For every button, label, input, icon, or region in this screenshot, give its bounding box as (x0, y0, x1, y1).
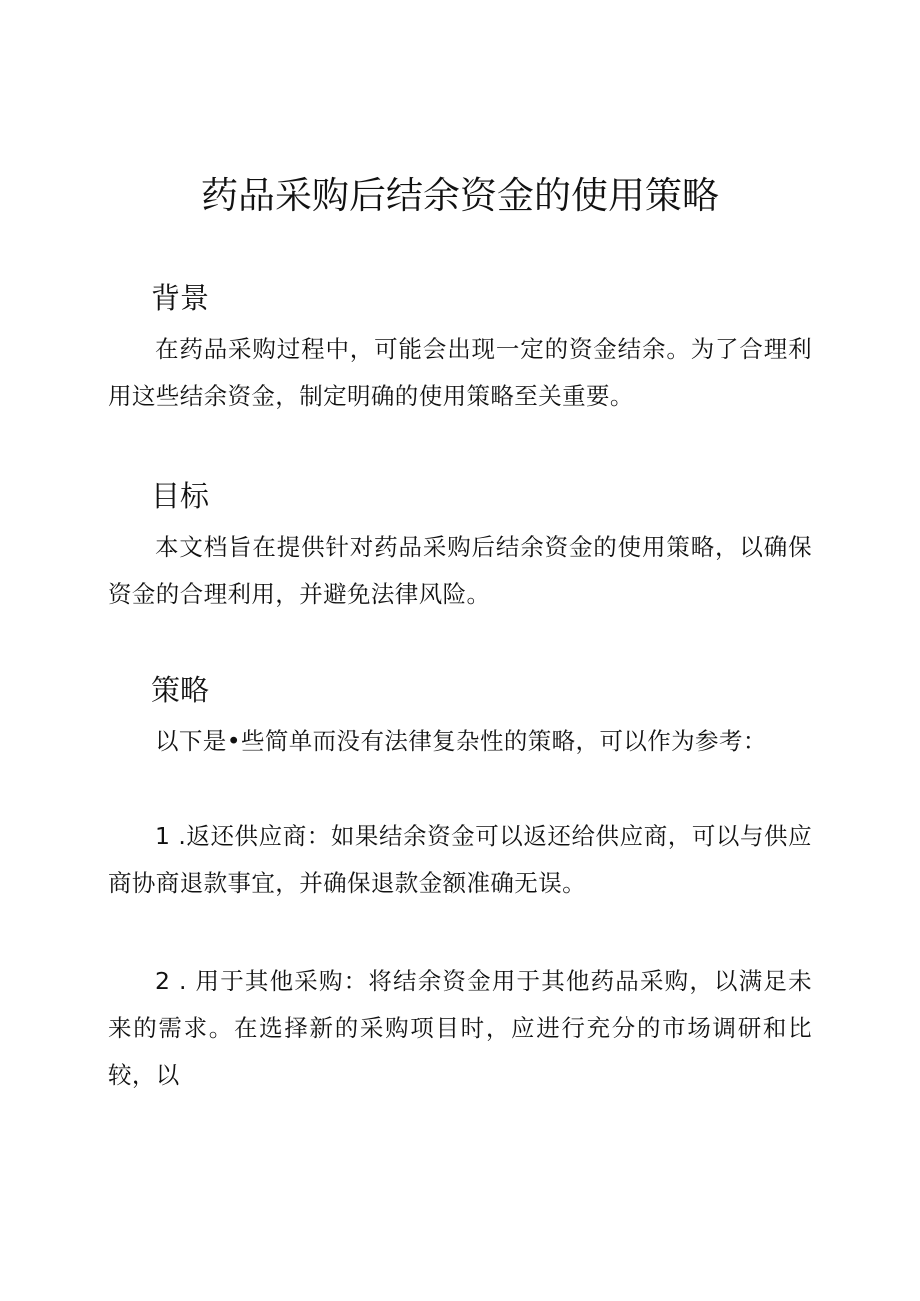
section-paragraph-background: 在药品采购过程中，可能会出现一定的资金结余。为了合理利用这些结余资金，制定明确的使用策略至关重要。 (108, 335, 812, 410)
strategy-item-2: 2 . 用于其他采购：将结余资金用于其他药品采购，以满足未来的需求。在选择新的采购项目时，应进行充分的市场调研和比较，以 (108, 967, 812, 1089)
section-paragraph-goal: 本文档旨在提供针对药品采购后结余资金的使用策略，以确保资金的合理利用，并避免法律风险。 (108, 533, 812, 608)
document-title: 药品采购后结余资金的使用策略 (201, 174, 719, 217)
section-heading-goal: 目标 (151, 479, 210, 513)
section-heading-strategy: 策略 (151, 673, 210, 707)
strategy-item-1: 1 .返还供应商：如果结余资金可以返还给供应商，可以与供应商协商退款事宜，并确保退款金额准确无误。 (108, 822, 812, 897)
strategy-intro-paragraph: 以下是•些简单而没有法律复杂性的策略，可以作为参考： (155, 727, 767, 755)
section-heading-background: 背景 (151, 281, 210, 315)
